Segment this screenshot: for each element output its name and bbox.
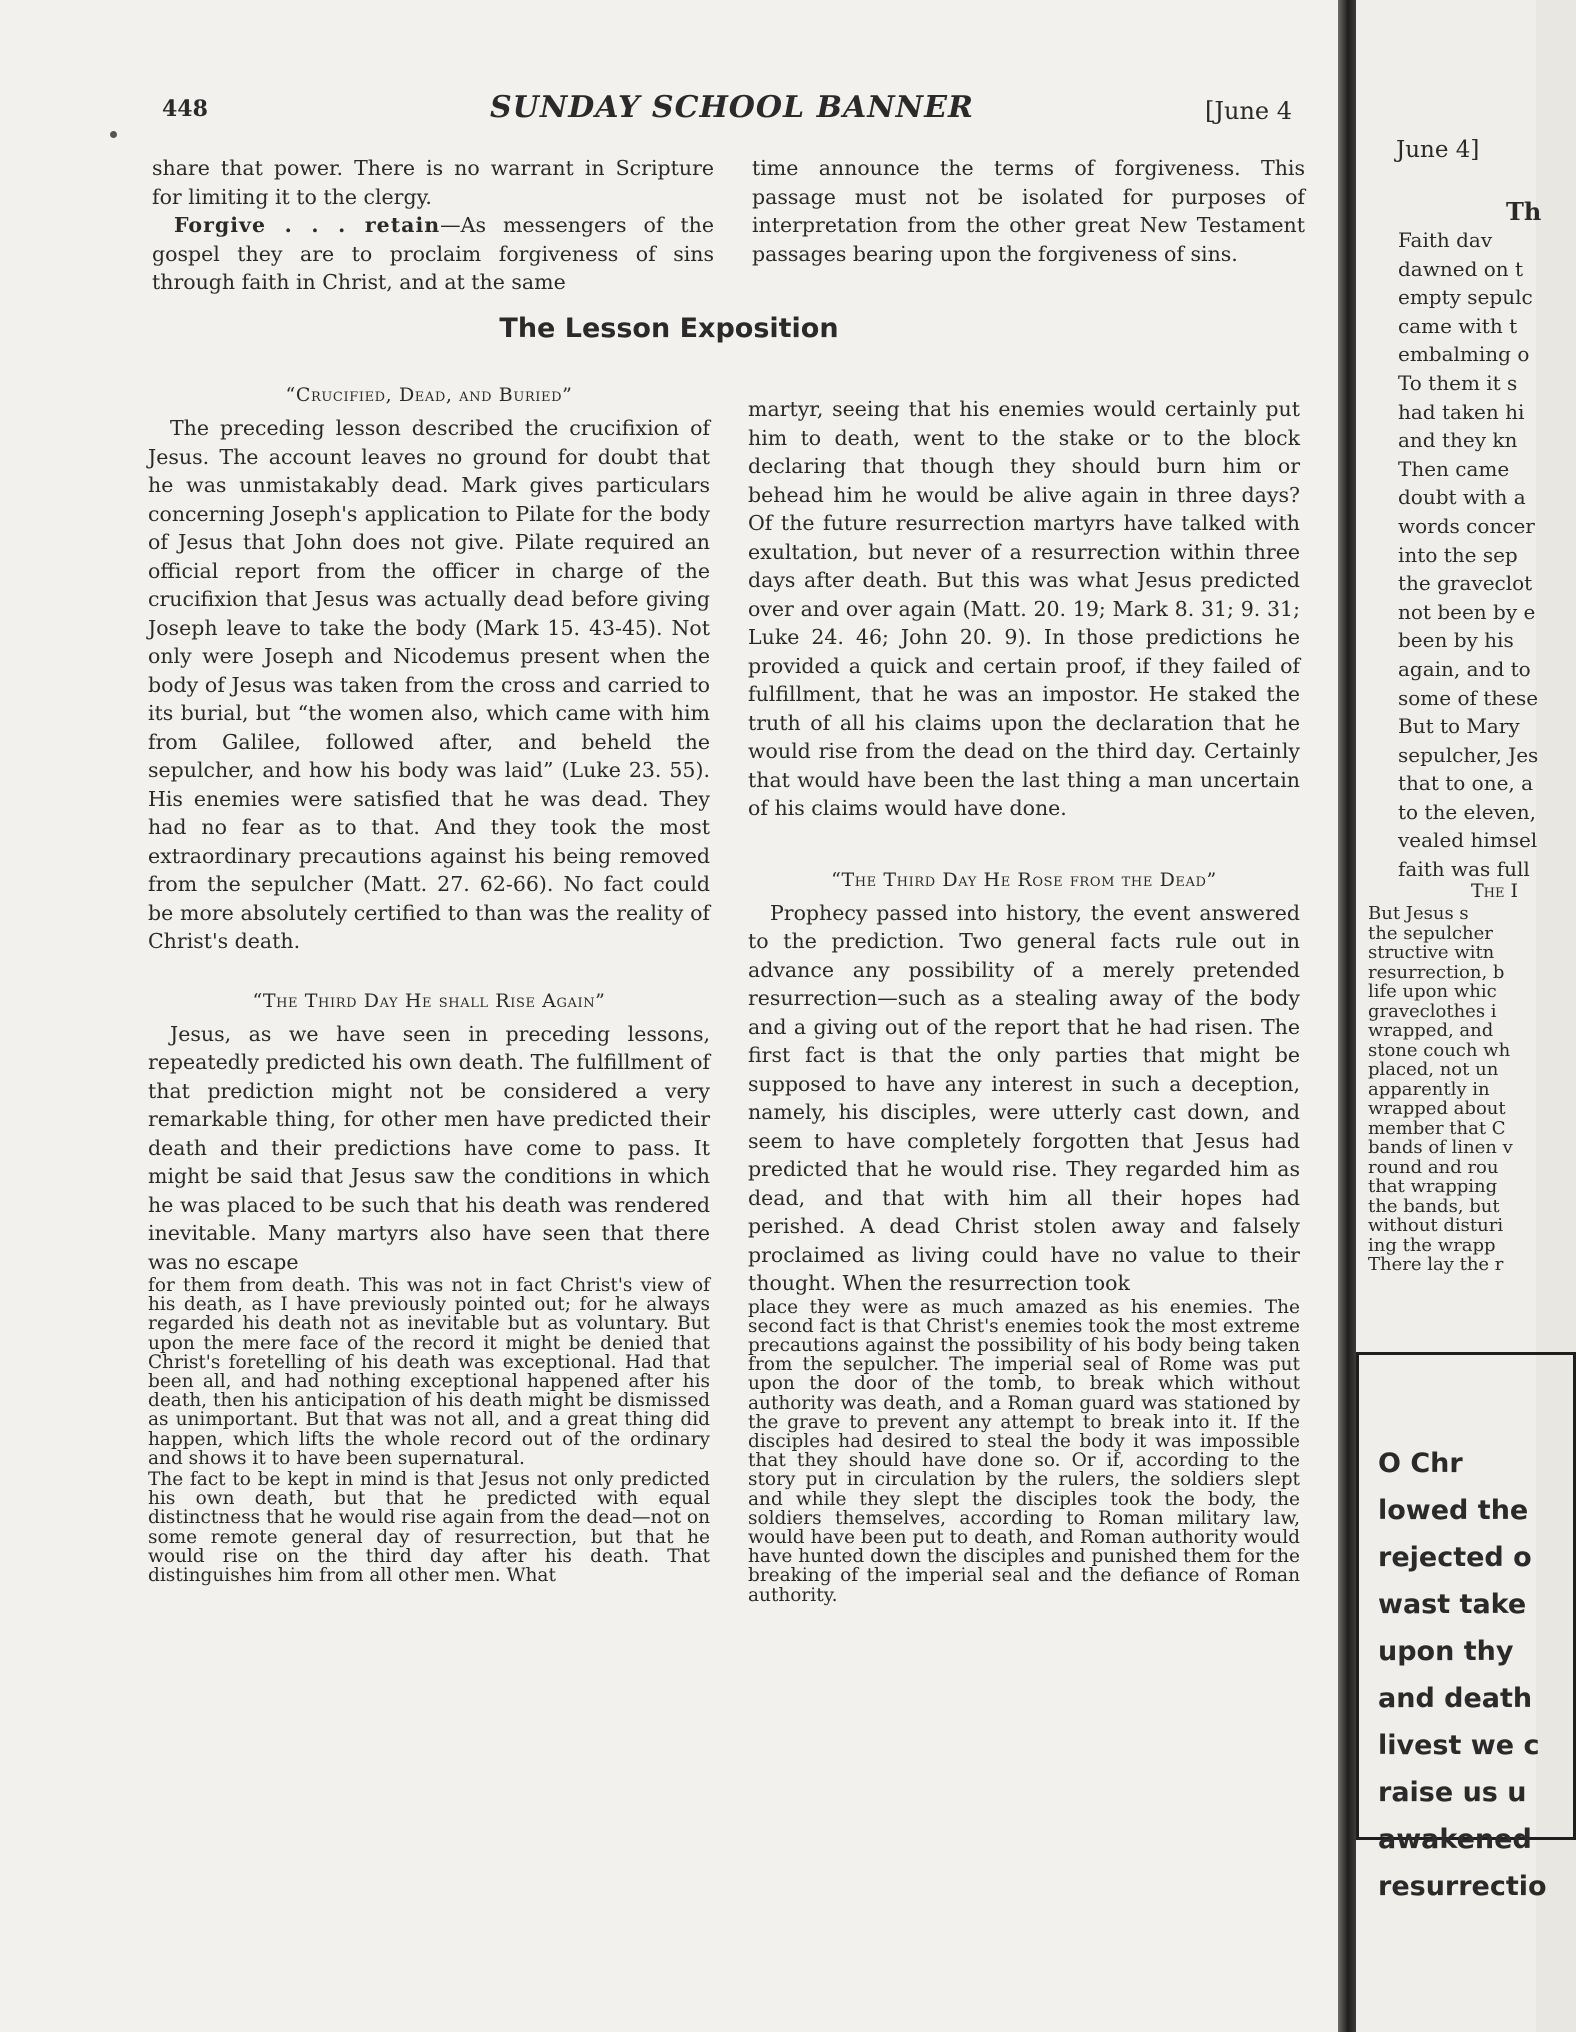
prayer-text bbox=[1378, 1440, 1547, 1910]
forgive-retain-text: —As messengers of the gospel they are to proclaim forgiveness of sins through faith in Christ, and at the same bbox=[152, 213, 714, 294]
forgive-retain-lead: Forgive . . . retain bbox=[174, 213, 441, 237]
right-line: into the sep bbox=[1398, 542, 1518, 567]
lesson-exposition-heading: The Lesson Exposition bbox=[499, 313, 839, 344]
prayer-line: and death bbox=[1378, 1683, 1533, 1714]
right-page-text-2 bbox=[1368, 904, 1513, 1275]
prayer-line: raise us u bbox=[1378, 1777, 1527, 1808]
right-line: faith was full bbox=[1398, 857, 1530, 882]
right-line: apparently in bbox=[1368, 1078, 1490, 1100]
prayer-line: O Chr bbox=[1378, 1448, 1463, 1479]
prayer-line: upon thy bbox=[1378, 1636, 1514, 1667]
col2-paragraph-3: place they were as much amazed as his enemies. The second fact is that Christ's enemies took the most extreme precautions against the possibility of his body being taken from the sepulcher. The imperial seal of Rome was put upon the door of the tomb, to break which without authority was death, and a Roman guard was stationed by the grave to prevent any attempt to break into it. If the disciples had desired to steal the body it was impossible that they should have done so. Or if, according to the story put in circulation by the rulers, the soldiers slept and while they slept the disciples took the body, the soldiers themselves, according to Roman military law, would have been put to death, and Roman authority would have hunted down the disciples and punished them for the breaking of the imperial seal and the defiance of Roman authority. bbox=[748, 1296, 1300, 1606]
running-title: SUNDAY SCHOOL BANNER bbox=[490, 90, 974, 125]
right-line: the graveclot bbox=[1398, 571, 1533, 596]
right-line: vealed himsel bbox=[1398, 828, 1538, 853]
prayer-line: lowed the bbox=[1378, 1495, 1529, 1526]
right-line: had taken hi bbox=[1398, 399, 1525, 424]
top-left-paragraph-1: share that power. There is no warrant in Scripture for limiting it to the clergy. bbox=[152, 156, 714, 209]
right-line: the bands, but bbox=[1368, 1195, 1500, 1217]
prayer-line: awakened bbox=[1378, 1824, 1532, 1855]
col1-paragraph-4: The fact to be kept in mind is that Jesus not only predicted his own death, but that he predicted with equal distinctness that he would rise again from the dead—not on some remote general day of resurrection, but that he would rise on the third day after his death. That distinguishes him from all other men. What bbox=[148, 1469, 710, 1587]
right-line: that wrapping bbox=[1368, 1176, 1498, 1197]
right-line: To them it s bbox=[1398, 370, 1518, 395]
right-line: graveclothes i bbox=[1368, 1000, 1497, 1022]
col2-paragraph-2: Prophecy passed into history, the event answered to the prediction. Two general facts rule out in advance any possibility of a merely pretended resurrection—such as a stealing away of the body and a giving out of the report that he had risen. The first fact is that the only parties that might be supposed to have any interest in such a deception, namely, his disciples, were utterly cast down, and seem to have completely forgotten that Jesus had predicted that he would rise. They regarded him as dead, and that with him all their hopes had perished. A dead Christ stolen away and falsely proclaimed as living could have no value to their thought. When the resurrection took bbox=[748, 900, 1300, 1295]
top-right-paragraph: time announce the terms of forgiveness. This passage must not be isolated for purposes of interpretation from the other great New Testament passages bearing upon the forgiveness of sins. bbox=[752, 156, 1305, 266]
right-line: and they kn bbox=[1398, 428, 1518, 453]
right-line: ing the wrapp bbox=[1368, 1234, 1496, 1256]
col2-paragraph-1: martyr, seeing that his enemies would certainly put him to death, went to the stake or to the block declaring that though they should burn him or behead him he would be alive again in three days? Of the future resurrection martyrs have talked with exultation, but never of a resurrection within three days after death. But this was what Jesus predicted over and over again (Matt. 20. 19; Mark 8. 31; 9. 31; Luke 24. 46; John 20. 9). In those predictions he provided a quick and certain proof, if they failed of fulfillment, that he was an impostor. He staked the truth of all his claims upon the declaration that he would rise from the dead on the third day. Certainly that would have been the last thing a man uncertain of his claims would have done. bbox=[748, 397, 1300, 820]
prayer-line: resurrectio bbox=[1378, 1871, 1547, 1902]
right-line: to the eleven, bbox=[1398, 799, 1536, 824]
right-line: without disturi bbox=[1368, 1215, 1504, 1236]
right-line: But Jesus s bbox=[1368, 903, 1469, 924]
prayer-line: wast take bbox=[1378, 1589, 1527, 1620]
right-line: structive witn bbox=[1368, 942, 1495, 963]
right-line: stone couch wh bbox=[1368, 1039, 1511, 1061]
right-line: member that C bbox=[1368, 1117, 1506, 1139]
right-line: wrapped about bbox=[1368, 1098, 1506, 1119]
right-line: been by his bbox=[1398, 628, 1514, 653]
right-line: life upon whic bbox=[1368, 981, 1497, 1002]
right-page-section-heading: The I bbox=[1471, 880, 1519, 902]
right-page-heading-fragment: Th bbox=[1506, 197, 1542, 226]
right-line: dawned on t bbox=[1398, 256, 1524, 281]
right-line: embalming o bbox=[1398, 342, 1530, 367]
right-line: empty sepulc bbox=[1398, 285, 1533, 310]
right-line: placed, not un bbox=[1368, 1059, 1499, 1080]
heading-third-day-rise-again: “The Third Day He shall Rise Again” bbox=[252, 989, 606, 1012]
column-1 bbox=[148, 384, 710, 1585]
right-line: But to Mary bbox=[1398, 714, 1520, 739]
right-line: some of these bbox=[1398, 685, 1539, 710]
right-line: the sepulcher bbox=[1368, 922, 1493, 944]
right-line: round and rou bbox=[1368, 1156, 1499, 1178]
right-page-date: June 4] bbox=[1396, 137, 1480, 163]
col1-paragraph-2: Jesus, as we have seen in preceding lessons, repeatedly predicted his own death. The fulfillment of that prediction might not be considered a very remarkable thing, for other men have predicted their death and their predictions have come to pass. It might be said that Jesus saw the conditions in which he was placed to be such that his death was rendered inevitable. Many martyrs also have seen that there was no escape bbox=[148, 1021, 710, 1274]
prayer-line: livest we c bbox=[1378, 1730, 1540, 1761]
header-date: [June 4 bbox=[1205, 97, 1292, 125]
book-gutter bbox=[1338, 0, 1356, 2032]
right-page-text bbox=[1398, 226, 1558, 884]
right-line: There lay the r bbox=[1368, 1254, 1504, 1275]
page-number: 448 bbox=[162, 96, 208, 122]
right-line: wrapped, and bbox=[1368, 1020, 1494, 1041]
col1-paragraph-3: for them from death. This was not in fact Christ's view of his death, as I have previously pointed out; for he always regarded his death not as inevitable but as voluntary. But upon the mere face of the record it might be denied that Christ's foretelling of his death was exceptional. Had that been all, and had nothing exceptional happened after his death, then his anticipation of his death might be dismissed as unimportant. But that was not all, and a great thing did happen, which lifts the whole record out of the ordinary and shows it to have been supernatural. bbox=[148, 1275, 710, 1469]
right-line: again, and to bbox=[1398, 656, 1531, 681]
right-line: Then came bbox=[1398, 456, 1510, 481]
top-left-column bbox=[152, 154, 714, 297]
prayer-line: rejected o bbox=[1378, 1542, 1532, 1573]
right-line: words concer bbox=[1398, 513, 1535, 538]
right-line: not been by e bbox=[1398, 599, 1536, 624]
right-line: Faith dav bbox=[1398, 228, 1493, 252]
heading-third-day-rose: “The Third Day He Rose from the Dead” bbox=[831, 868, 1217, 891]
right-line: came with t bbox=[1398, 313, 1518, 338]
top-right-column bbox=[752, 154, 1305, 268]
right-page bbox=[1356, 0, 1547, 2032]
right-line: that to one, a bbox=[1398, 771, 1534, 796]
right-line: resurrection, b bbox=[1368, 961, 1505, 983]
right-line: doubt with a bbox=[1398, 485, 1526, 510]
speck bbox=[110, 131, 117, 138]
heading-crucified-dead-buried: “Crucified, Dead, and Buried” bbox=[285, 384, 573, 406]
column-2 bbox=[748, 395, 1300, 1605]
top-left-paragraph-2 bbox=[152, 211, 714, 297]
right-line: sepulcher, Jes bbox=[1398, 742, 1539, 767]
right-line: bands of linen v bbox=[1368, 1137, 1513, 1158]
col1-paragraph-1: The preceding lesson described the crucifixion of Jesus. The account leaves no ground for doubt that he was unmistakably dead. Mark gives particulars concerning Joseph's application to Pilate for the body of Jesus that John does not give. Pilate required an official report from the officer in charge of the crucifixion that Jesus was actually dead before giving Joseph leave to take the body (Mark 15. 43-45). Not only were Joseph and Nicodemus present when the body of Jesus was taken from the cross and carried to its burial, but “the women also, which came with him from Galilee, followed after, and beheld the sepulcher, and how his body was laid” (Luke 23. 55). His enemies were satisfied that he was dead. They had no fear as to that. And they took the most extraordinary precautions against his being removed from the sepulcher (Matt. 27. 62-66). No fact could be more absolutely certified to than was the reality of Christ's death. bbox=[148, 416, 710, 953]
